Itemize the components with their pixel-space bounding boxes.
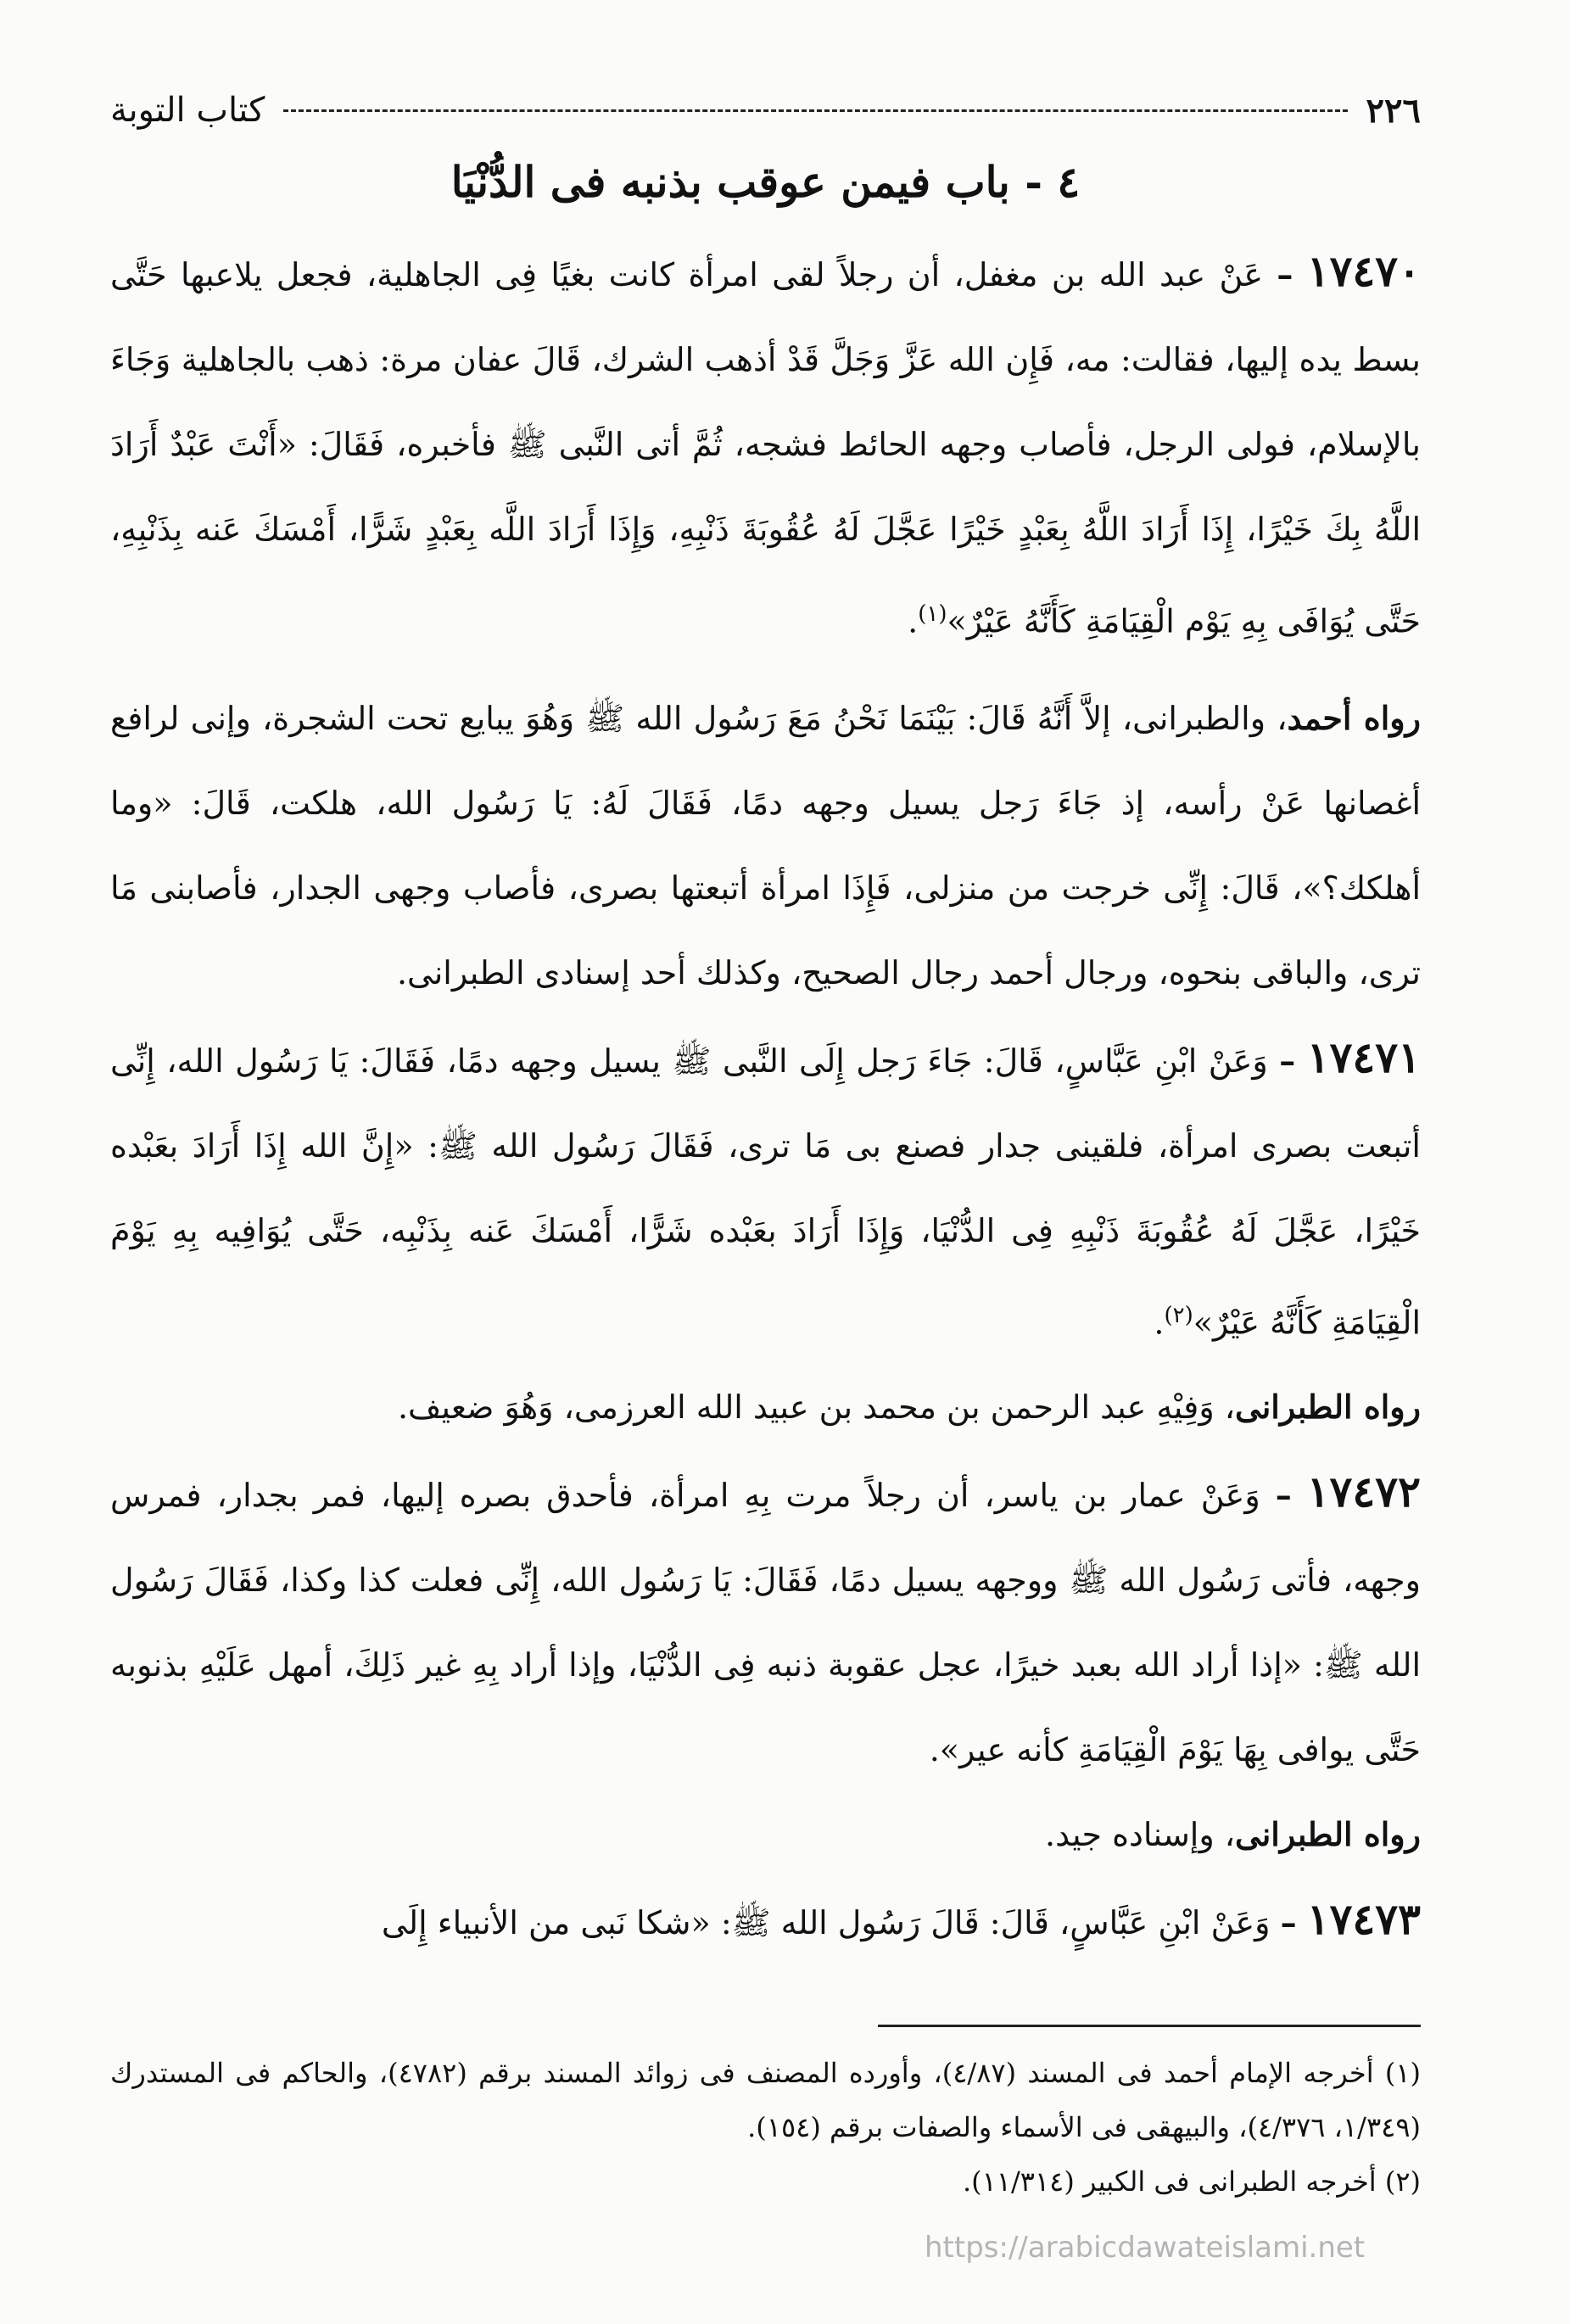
footnotes [110,2046,1421,2209]
watermark: https://arabicdawateislami.net [925,2231,1366,2265]
hadith-17470: ١٧٤٧٠ – عَنْ عبد الله بن مغفل، أن رجلاً لقى امرأة كانت بغيًا فِى الجاهلية، فجعل يلاعبها حَتَّى بسط يده إليها، فقالت: مه، فَإِن الله عَزَّ وَجَلَّ قَدْ أذهب الشرك، قَالَ عفان مرة: ذهب بالجاهلية وَجَاءَ بالإسلام، فولى الرجل، فأصاب وجهه الحائط فشجه، ثُمَّ أتى النَّبى ﷺ فأخبره، فَقَالَ: «أَنْتَ عَبْدٌ أَرَادَ اللَّهُ بِكَ خَيْرًا، إِذَا أَرَادَ اللَّهُ بِعَبْدٍ خَيْرًا عَجَّلَ لَهُ عُقُوبَةَ ذَنْبِهِ، وَإِذَا أَرَادَ اللَّه بِعَبْدٍ شَرًّا، أَمْسَكَ عَنه بِذَنْبِهِ، حَتَّى يُوَافَى بِهِ يَوْم الْقِيَامَةِ كَأَنَّهُ عَيْرٌ»$^{(١)}$. [110,246,1421,640]
hadith-17472: ١٧٤٧٢ – وَعَنْ عمار بن ياسر، أن رجلاً مرت بِهِ امرأة، فأحدق بصره إليها، فمر بجدار، فمرس وجهه، فأتى رَسُول الله ﷺ ووجهه يسيل دمًا، فَقَالَ: يَا رَسُول الله، إِنِّى فعلت كذا وكذا، فَقَالَ رَسُول الله ﷺ: «إذا أراد الله بعبد خيرًا، عجل عقوبة ذنبه فِى الدُّنْيَا، وإذا أراد بِهِ غير ذَلِكَ، أمهل عَلَيْهِ بذنوبه حَتَّى يوافى بِهَا يَوْمَ الْقِيَامَةِ كأنه عير». [110,1466,1421,1769]
book-page [110,81,1421,2252]
narration-note [110,1792,1421,1877]
hadith-number: ١٧٤٧٠ [1306,246,1421,296]
page-number: ٢٢٦ [1366,90,1421,131]
narrator: رواه أحمد [1287,698,1421,737]
hadith-text: وَعَنْ ابْنِ عَبَّاسٍ، قَالَ: جَاءَ رَجل إِلَى النَّبى ﷺ يسيل وجهه دمًا، فَقَالَ: يَا رَسُول الله، إِنِّى أتبعت بصرى امرأة، فلقينى جدار فصنع بى مَا ترى، فَقَالَ رَسُول الله ﷺ: «إِنَّ الله إِذَا أَرَادَ بعَبْده خَيْرًا، عَجَّلَ لَهُ عُقُوبَةَ ذَنْبِهِ فِى الدُّنْيَا، وَإِذَا أَرَادَ بعَبْده شَرًّا، أَمْسَكَ عَنه بِذَنْبِه، حَتَّى يُوَافِيه بِهِ يَوْمَ الْقِيَامَةِ كَأَنَّهُ عَيْرٌ» [110,1042,1421,1342]
hadith-text: وَعَنْ ابْنِ عَبَّاسٍ، قَالَ: قَالَ رَسُول الله ﷺ: «شكا نَبى من الأنبياء إِلَى [381,1904,1271,1942]
header-rule [283,109,1347,112]
hadith-17471: ١٧٤٧١ – وَعَنْ ابْنِ عَبَّاسٍ، قَالَ: جَاءَ رَجل إِلَى النَّبى ﷺ يسيل وجهه دمًا، فَقَالَ: يَا رَسُول الله، إِنِّى أتبعت بصرى امرأة، فلقينى جدار فصنع بى مَا ترى، فَقَالَ رَسُول الله ﷺ: «إِنَّ الله إِذَا أَرَادَ بعَبْده خَيْرًا، عَجَّلَ لَهُ عُقُوبَةَ ذَنْبِهِ فِى الدُّنْيَا، وَإِذَا أَرَادَ بعَبْده شَرًّا، أَمْسَكَ عَنه بِذَنْبِه، حَتَّى يُوَافِيه بِهِ يَوْمَ الْقِيَامَةِ كَأَنَّهُ عَيْرٌ»$^{(٢)}$. [110,1031,1421,1342]
narrator: رواه الطبرانى [1235,1815,1421,1854]
footnote-ref: (١) [918,601,947,627]
narration-note [110,676,1421,1015]
footnote-2: (٢) أخرجه الطبرانى فى الكبير (١١/٣١٤). [962,2165,1421,2198]
book-title: كتاب التوبة [110,91,265,130]
hadith-text: عَنْ عبد الله بن مغفل، أن رجلاً لقى امرأة كانت بغيًا فِى الجاهلية، فجعل يلاعبها حَتَّى بسط يده إليها، فقالت: مه، فَإِن الله عَزَّ وَجَلَّ قَدْ أذهب الشرك، قَالَ عفان مرة: ذهب بالجاهلية وَجَاءَ بالإسلام، فولى الرجل، فأصاب وجهه الحائط فشجه، ثُمَّ أتى النَّبى ﷺ فأخبره، فَقَالَ: «أَنْتَ عَبْدٌ أَرَادَ اللَّهُ بِكَ خَيْرًا، إِذَا أَرَادَ اللَّهُ بِعَبْدٍ خَيْرًا عَجَّلَ لَهُ عُقُوبَةَ ذَنْبِهِ، وَإِذَا أَرَادَ اللَّه بِعَبْدٍ شَرًّا، أَمْسَكَ عَنه بِذَنْبِهِ، حَتَّى يُوَافَى بِهِ يَوْم الْقِيَامَةِ كَأَنَّهُ عَيْرٌ» [110,256,1421,640]
chapter-title: ٤ - باب فيمن عوقب بذنبه فى الدُّنْيَا [450,157,1081,207]
hadith-number: ١٧٤٧١ [1306,1031,1421,1082]
hadith-number: ١٧٤٧٢ [1306,1466,1421,1517]
narrator: رواه الطبرانى [1235,1388,1421,1427]
footnote-divider [878,2025,1421,2027]
note-text: ، وإسناده جيد. [1045,1816,1236,1854]
narration-note [110,1365,1421,1450]
hadith-number: ١٧٤٧٣ [1306,1894,1421,1945]
footnote-1: (١) أخرجه الإمام أحمد فى المسند (٤/٨٧)، وأورده المصنف فى زوائد المسند برقم (٤٧٨٢)، والحاكم فى المستدرك (١/٣٤٩، ٤/٣٧٦)، والبيهقى فى الأسماء والصفات برقم (١٥٤). [110,2057,1422,2144]
footnote-ref: (٢) [1164,1302,1193,1328]
page-header [110,81,1421,140]
note-text: ، والطبرانى، إلاَّ أَنَّهُ قَالَ: بَيْنَمَا نَحْنُ مَعَ رَسُول الله ﷺ وَهُوَ يبايع تحت الشجرة، وإنى لرافع أغصانها عَنْ رأسه، إذ جَاءَ رَجل يسيل وجهه دمًا، فَقَالَ لَهُ: يَا رَسُول الله، هلكت، قَالَ: «وما أهلكك؟»، قَالَ: إِنِّى خرجت من منزلى، فَإِذَا امرأة أتبعتها بصرى، فأصاب وجهى الجدار، فأصابنى مَا ترى، والباقى بنحوه، ورجال أحمد رجال الصحيح، وكذلك أحد إسنادى الطبرانى. [110,699,1421,992]
hadith-17473: ١٧٤٧٣ – وَعَنْ ابْنِ عَبَّاسٍ، قَالَ: قَالَ رَسُول الله ﷺ: «شكا نَبى من الأنبياء إِلَى [381,1894,1421,1945]
note-text: ، وَفِيْهِ عبد الرحمن بن محمد بن عبيد الله العرزمى، وَهُوَ ضعيف. [397,1388,1236,1427]
hadith-text: وَعَنْ عمار بن ياسر، أن رجلاً مرت بِهِ امرأة، فأحدق بصره إليها، فمر بجدار، فمرس وجهه، فأتى رَسُول الله ﷺ ووجهه يسيل دمًا، فَقَالَ: يَا رَسُول الله، إِنِّى فعلت كذا وكذا، فَقَالَ رَسُول الله ﷺ: «إذا أراد الله بعبد خيرًا، عجل عقوبة ذنبه فِى الدُّنْيَا، وإذا أراد بِهِ غير ذَلِكَ، أمهل عَلَيْهِ بذنوبه حَتَّى يوافى بِهَا يَوْمَ الْقِيَامَةِ كأنه عير». [110,1477,1421,1769]
